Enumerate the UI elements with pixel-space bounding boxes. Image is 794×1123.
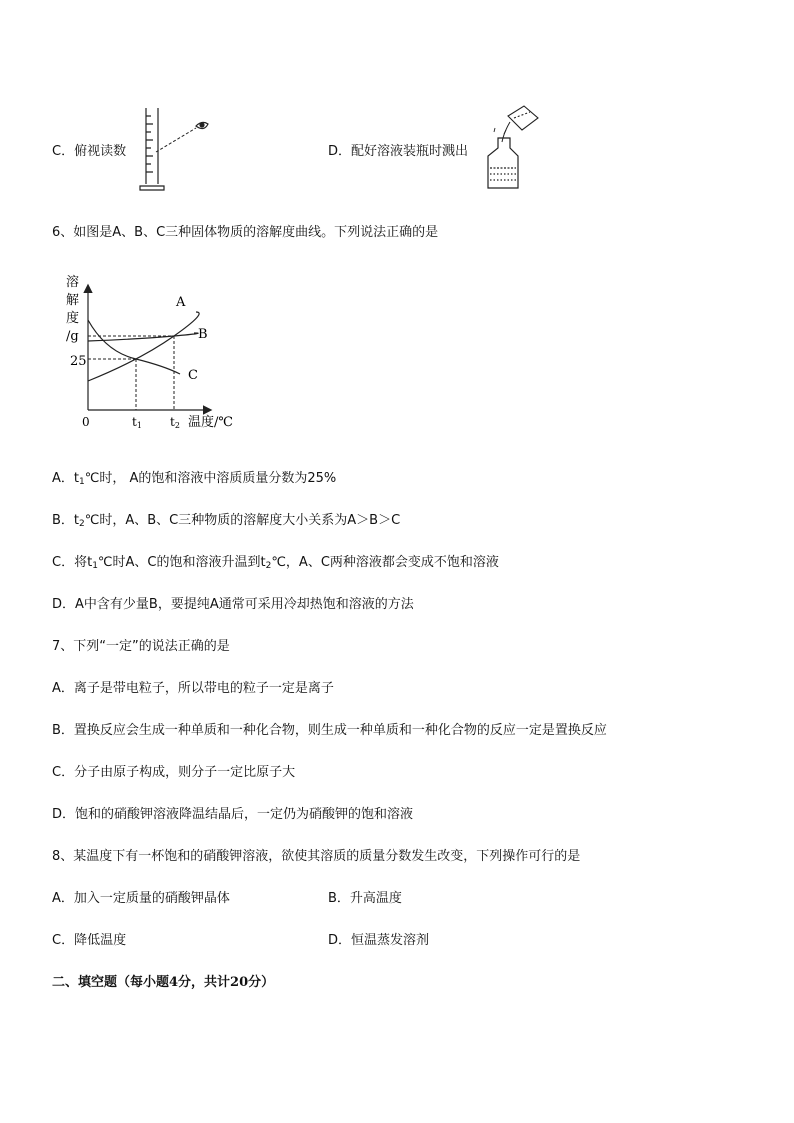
beaker-icon: [508, 106, 538, 130]
y-axis-label-4: /g: [66, 329, 79, 344]
solubility-curve-graph: [60, 268, 250, 436]
q6-stem: 6、如图是A、B、C三种固体物质的溶解度曲线。下列说法正确的是: [52, 225, 439, 240]
q7-option-a: A．离子是带电粒子，所以带电的粒子一定是离子: [52, 681, 334, 696]
x-tick-t2: t2: [170, 415, 180, 430]
y-axis-label-2: 解: [66, 293, 80, 308]
sight-line: [156, 128, 196, 152]
bottle-pouring-figure: [484, 102, 548, 192]
q6-option-c: C．将$t_1℃$时A、C的饱和溶液升温到$t_2℃$，A、C两种溶液都会变成不饱和溶液: [52, 555, 499, 571]
origin-label: 0: [82, 415, 90, 429]
q6-option-a: A．$t_1℃$时， A的饱和溶液中溶质质量分数为25%: [52, 471, 337, 487]
q8-stem: 8、某温度下有一杯饱和的硝酸钾溶液，欲使其溶质的质量分数发生改变，下列操作可行的是: [52, 849, 581, 864]
q8-option-b: B．升高温度: [328, 891, 402, 906]
y-axis-label-1: 溶: [66, 275, 80, 290]
y-tick-25: 25: [70, 354, 87, 369]
section-heading-fill-in: 二、填空题（每小题4分，共计20分）: [52, 975, 275, 990]
q6-option-d: D．A中含有少量B，要提纯A通常可采用冷却热饱和溶液的方法: [52, 597, 414, 612]
y-axis-label-3: 度: [66, 311, 80, 326]
q8-option-c: C．降低温度: [52, 933, 127, 948]
eye-icon: [196, 122, 208, 128]
curve-a: [88, 312, 199, 381]
q7-option-c: C．分子由原子构成，则分子一定比原子大: [52, 765, 296, 780]
curve-c: [88, 320, 180, 374]
pour-stream: [502, 122, 510, 142]
curve-a-label: A: [176, 295, 186, 310]
curve-b: [88, 333, 198, 341]
q8-option-a: A．加入一定质量的硝酸钾晶体: [52, 891, 230, 906]
q7-option-b: B．置换反应会生成一种单质和一种化合物，则生成一种单质和一种化合物的反应一定是置换反应: [52, 723, 607, 738]
q7-option-d: D．饱和的硝酸钾溶液降温结晶后，一定仍为硝酸钾的饱和溶液: [52, 807, 414, 822]
q8-option-d: D．恒温蒸发溶剂: [328, 933, 430, 948]
q6-option-b: B．$t_2℃$时，A、B、C三种物质的溶解度大小关系为A＞B＞C: [52, 513, 401, 529]
q7-stem: 7、下列“一定”的说法正确的是: [52, 639, 230, 654]
q5-option-d: D．配好溶液装瓶时溅出: [328, 144, 469, 159]
graduated-cylinder-eye-figure: [136, 104, 218, 194]
curve-b-label: B: [198, 327, 208, 342]
curve-c-label: C: [188, 368, 198, 383]
x-axis-label: 温度/℃: [188, 415, 233, 430]
q5-option-c: C．俯视读数: [52, 144, 127, 159]
x-tick-t1: t1: [132, 415, 142, 430]
